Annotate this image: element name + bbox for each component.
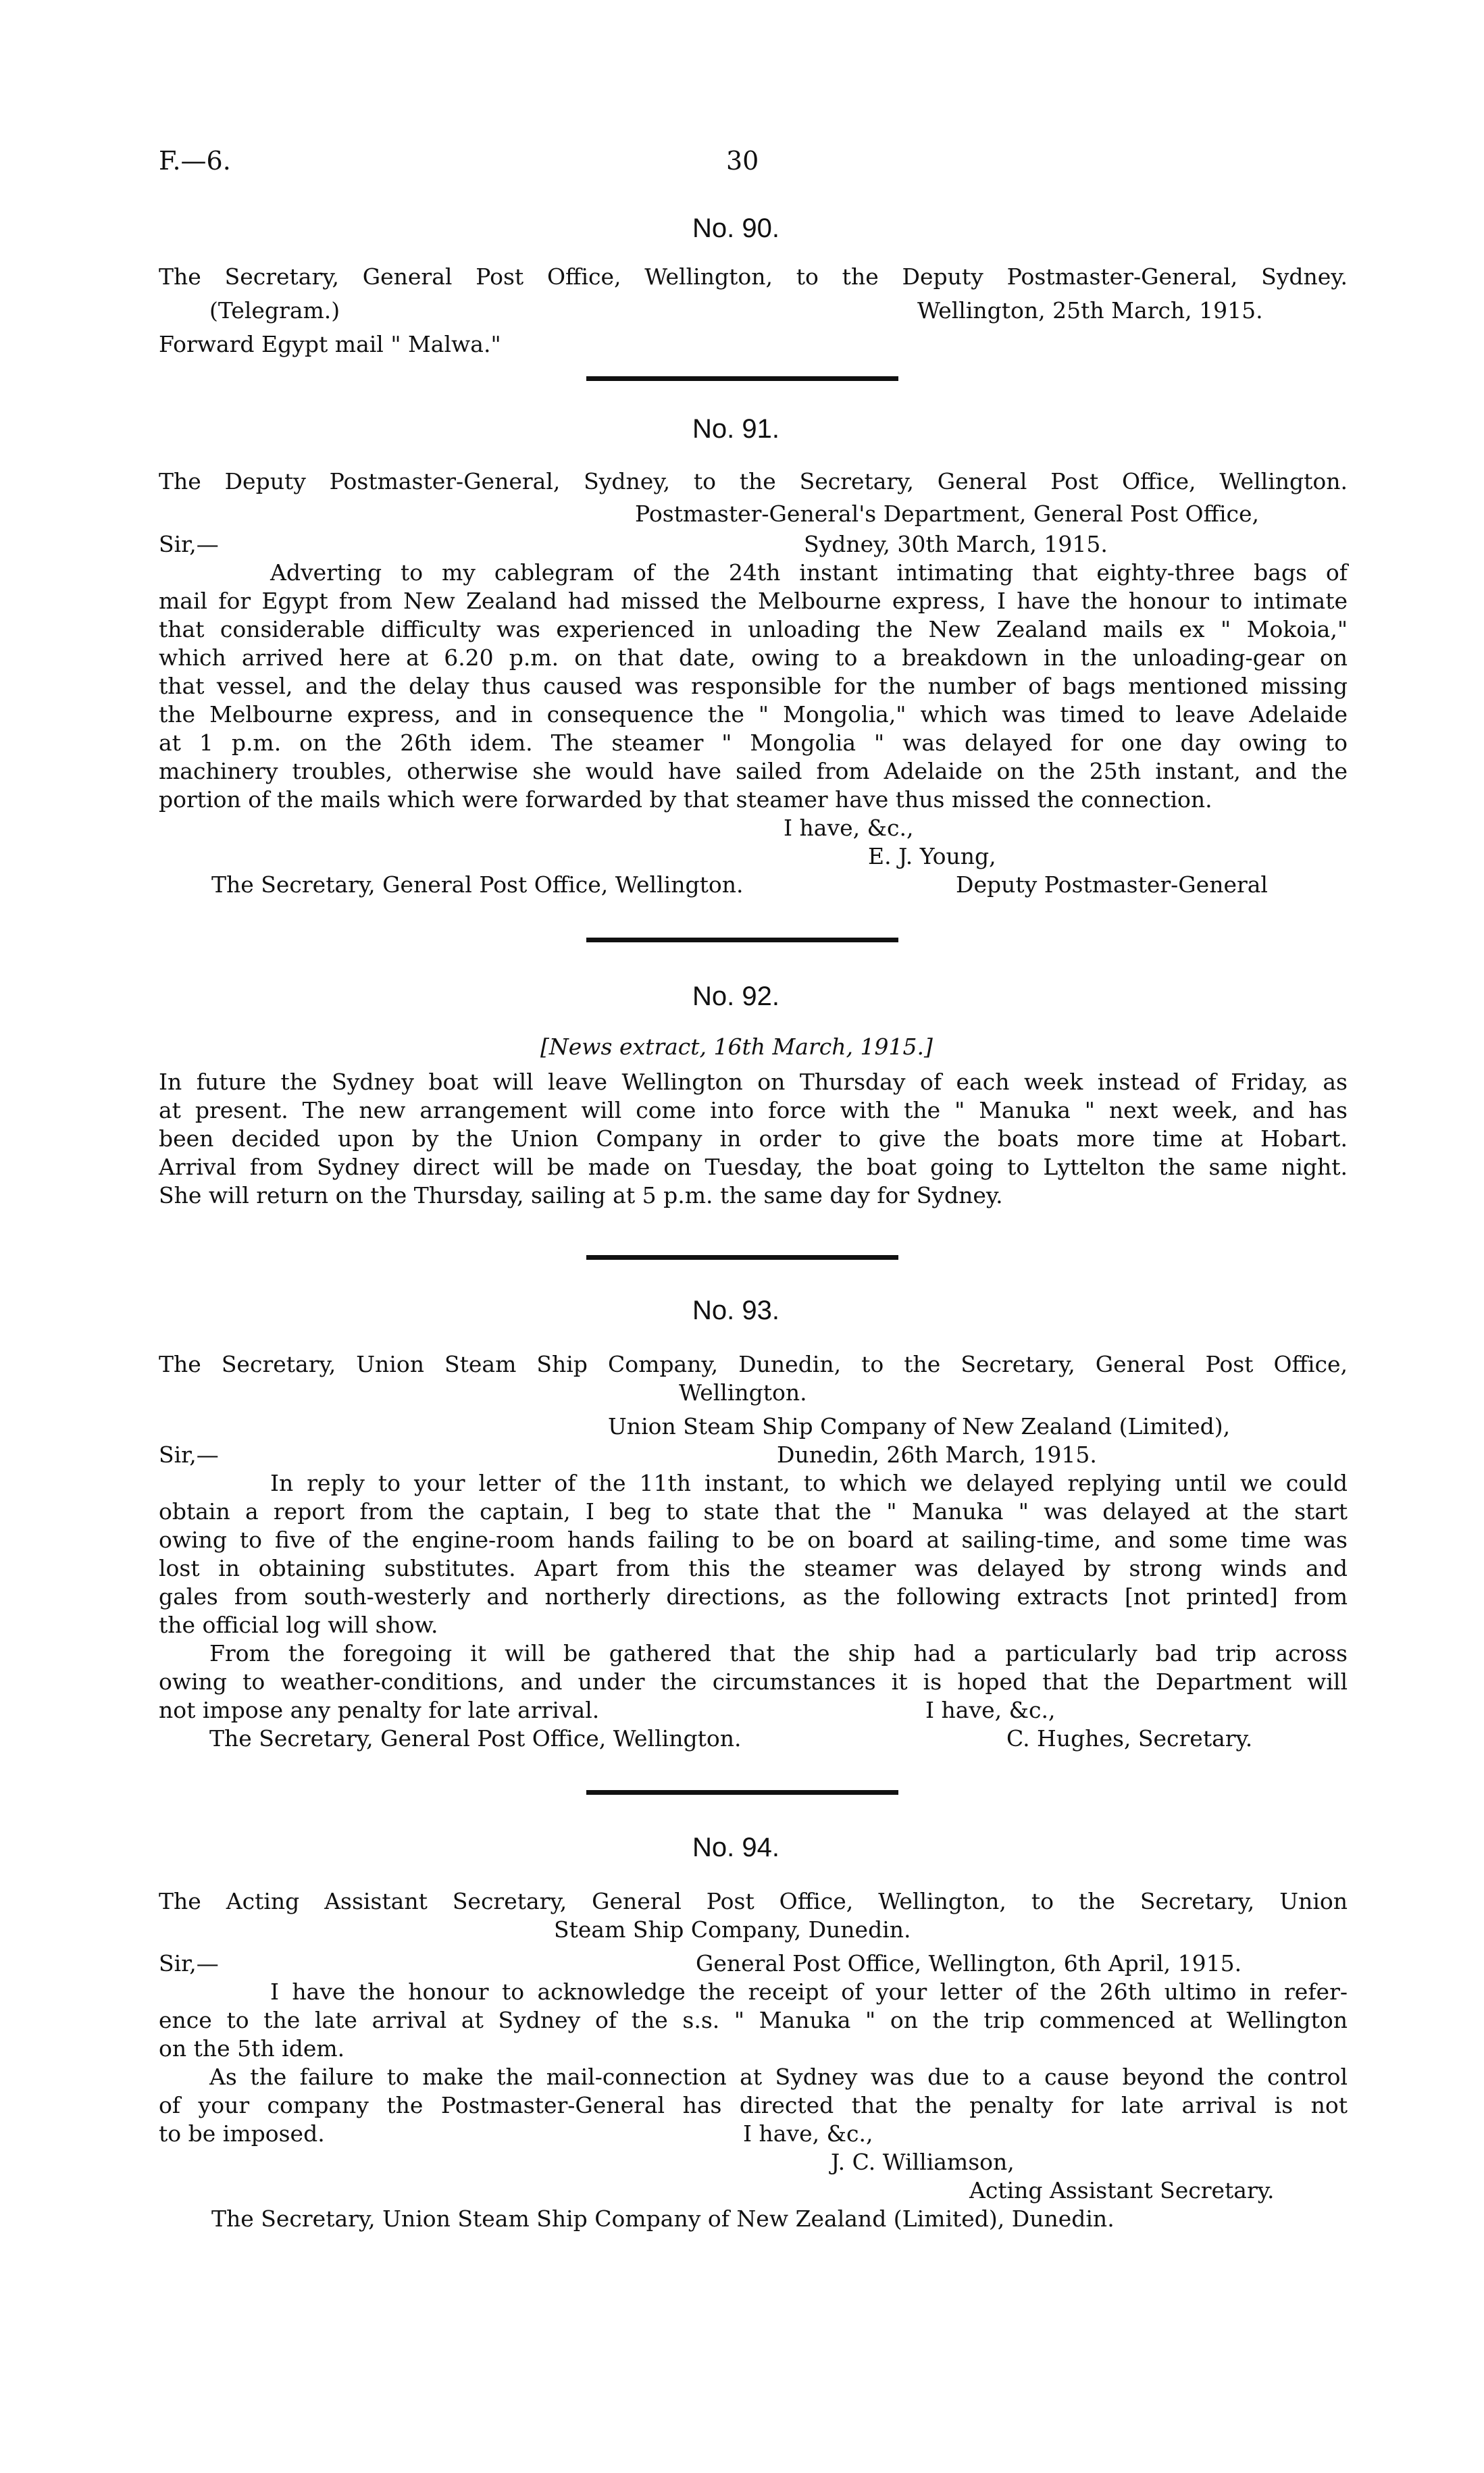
recipient: The Secretary, General Post Office, Wellington. bbox=[209, 1725, 742, 1752]
letter-address-cont: Wellington. bbox=[679, 1379, 807, 1406]
body-line: machinery troubles, otherwise she would have sailed from Adelaide on the 25th instant, and the bbox=[159, 758, 1348, 784]
section-heading-93: No. 93. bbox=[692, 1296, 779, 1325]
salutation: Sir,— bbox=[159, 1442, 219, 1468]
sender-department: Postmaster-General's Department, General Post Office, bbox=[635, 501, 1259, 527]
section-divider bbox=[586, 938, 898, 942]
body-line: the official log will show. bbox=[159, 1612, 438, 1638]
body-line: owing to weather-conditions, and under the circumstances it is hoped that the Department will bbox=[159, 1668, 1348, 1695]
telegram-body: Forward Egypt mail " Malwa." bbox=[159, 331, 501, 357]
body-line: at present. The new arrangement will come into force with the " Manuka " next week, and has bbox=[159, 1097, 1348, 1123]
page-number: 30 bbox=[726, 146, 759, 176]
letter-date: Dunedin, 26th March, 1915. bbox=[777, 1442, 1097, 1468]
body-line: In reply to your letter of the 11th instant, to which we delayed replying until we could bbox=[270, 1470, 1348, 1496]
news-source: [News extract, 16th March, 1915.] bbox=[540, 1034, 933, 1060]
section-heading-91: No. 91. bbox=[692, 414, 779, 444]
body-line: mail for Egypt from New Zealand had missed the Melbourne express, I have the honour to intimate bbox=[159, 588, 1348, 614]
body-line: lost in obtaining substitutes. Apart from this the steamer was delayed by strong winds and bbox=[159, 1555, 1348, 1581]
closing: I have, &c., bbox=[743, 2120, 873, 2147]
body-line: the Melbourne express, and in consequence the " Mongolia," which was timed to leave Adelaide bbox=[159, 701, 1348, 728]
body-line: gales from south-westerly and northerly directions, as the following extracts [not printed] from bbox=[159, 1583, 1348, 1610]
signatory: C. Hughes, Secretary. bbox=[1006, 1725, 1253, 1752]
body-line: ence to the late arrival at Sydney of the s.s. " Manuka " on the trip commenced at Wellington bbox=[159, 2007, 1348, 2033]
closing: I have, &c., bbox=[925, 1697, 1056, 1723]
letter-address-cont: Steam Ship Company, Dunedin. bbox=[554, 1916, 911, 1943]
body-line: Arrival from Sydney direct will be made on Tuesday, the boat going to Lyttelton the same night. bbox=[159, 1154, 1348, 1180]
section-divider bbox=[586, 376, 898, 381]
body-line: I have the honour to acknowledge the receipt of your letter of the 26th ultimo in refer- bbox=[270, 1979, 1348, 2005]
letter-address: The Acting Assistant Secretary, General Post Office, Wellington, to the Secretary, Union bbox=[159, 1888, 1348, 1914]
salutation: Sir,— bbox=[159, 1950, 219, 1977]
recipient: The Secretary, General Post Office, Wellington. bbox=[211, 871, 744, 898]
body-line: on the 5th idem. bbox=[159, 2035, 345, 2062]
body-line: She will return on the Thursday, sailing at 5 p.m. the same day for Sydney. bbox=[159, 1182, 1003, 1208]
body-line: not impose any penalty for late arrival. bbox=[159, 1697, 600, 1723]
body-line: of your company the Postmaster-General has directed that the penalty for late arrival is not bbox=[159, 2092, 1348, 2118]
body-line: owing to five of the engine-room hands failing to be on board at sailing-time, and some time was bbox=[159, 1527, 1348, 1553]
signatory-title: Deputy Postmaster-General bbox=[956, 871, 1268, 898]
body-line: obtain a report from the captain, I beg to state that the " Manuka " was delayed at the start bbox=[159, 1498, 1348, 1525]
section-heading-94: No. 94. bbox=[692, 1833, 779, 1862]
telegram-date: Wellington, 25th March, 1915. bbox=[917, 297, 1263, 324]
body-line: to be imposed. bbox=[159, 2120, 325, 2147]
letter-date: Sydney, 30th March, 1915. bbox=[804, 531, 1108, 557]
signatory: E. J. Young, bbox=[868, 843, 996, 869]
telegram-label: (Telegram.) bbox=[209, 297, 340, 324]
body-line: at 1 p.m. on the 26th idem. The steamer " Mongolia " was delayed for one day owing to bbox=[159, 730, 1348, 756]
sender-company: Union Steam Ship Company of New Zealand (Limited), bbox=[608, 1413, 1231, 1439]
body-line: been decided upon by the Union Company in order to give the boats more time at Hobart. bbox=[159, 1125, 1348, 1152]
letter-address: The Deputy Postmaster-General, Sydney, to the Secretary, General Post Office, Wellington. bbox=[159, 468, 1348, 494]
body-line: that considerable difficulty was experienced in unloading the New Zealand mails ex " Mokoia," bbox=[159, 616, 1348, 642]
body-line: As the failure to make the mail-connection at Sydney was due to a cause beyond the control bbox=[209, 2064, 1348, 2090]
section-divider bbox=[586, 1790, 898, 1795]
section-heading-92: No. 92. bbox=[692, 981, 779, 1011]
letter-date: General Post Office, Wellington, 6th April, 1915. bbox=[696, 1950, 1242, 1977]
body-line: From the foregoing it will be gathered that the ship had a particularly bad trip across bbox=[209, 1640, 1348, 1666]
body-line: Adverting to my cablegram of the 24th instant intimating that eighty-three bags of bbox=[270, 559, 1348, 586]
salutation: Sir,— bbox=[159, 531, 219, 557]
section-heading-90: No. 90. bbox=[692, 213, 779, 243]
signatory: J. C. Williamson, bbox=[831, 2149, 1015, 2175]
section-divider bbox=[586, 1255, 898, 1260]
recipient: The Secretary, Union Steam Ship Company of New Zealand (Limited), Dunedin. bbox=[211, 2206, 1115, 2232]
body-line: which arrived here at 6.20 p.m. on that date, owing to a breakdown in the unloading-gear on bbox=[159, 644, 1348, 671]
body-line: portion of the mails which were forwarded by that steamer have thus missed the connection. bbox=[159, 786, 1212, 813]
closing: I have, &c., bbox=[784, 815, 914, 841]
body-line: In future the Sydney boat will leave Wellington on Thursday of each week instead of Friday, as bbox=[159, 1069, 1348, 1095]
letter-address: The Secretary, General Post Office, Wellington, to the Deputy Postmaster-General, Sydney. bbox=[159, 263, 1348, 290]
body-line: that vessel, and the delay thus caused was responsible for the number of bags mentioned missing bbox=[159, 673, 1348, 699]
signatory-title: Acting Assistant Secretary. bbox=[969, 2177, 1275, 2203]
page-ref: F.—6. bbox=[159, 146, 231, 176]
letter-address: The Secretary, Union Steam Ship Company, Dunedin, to the Secretary, General Post Office, bbox=[159, 1351, 1348, 1377]
